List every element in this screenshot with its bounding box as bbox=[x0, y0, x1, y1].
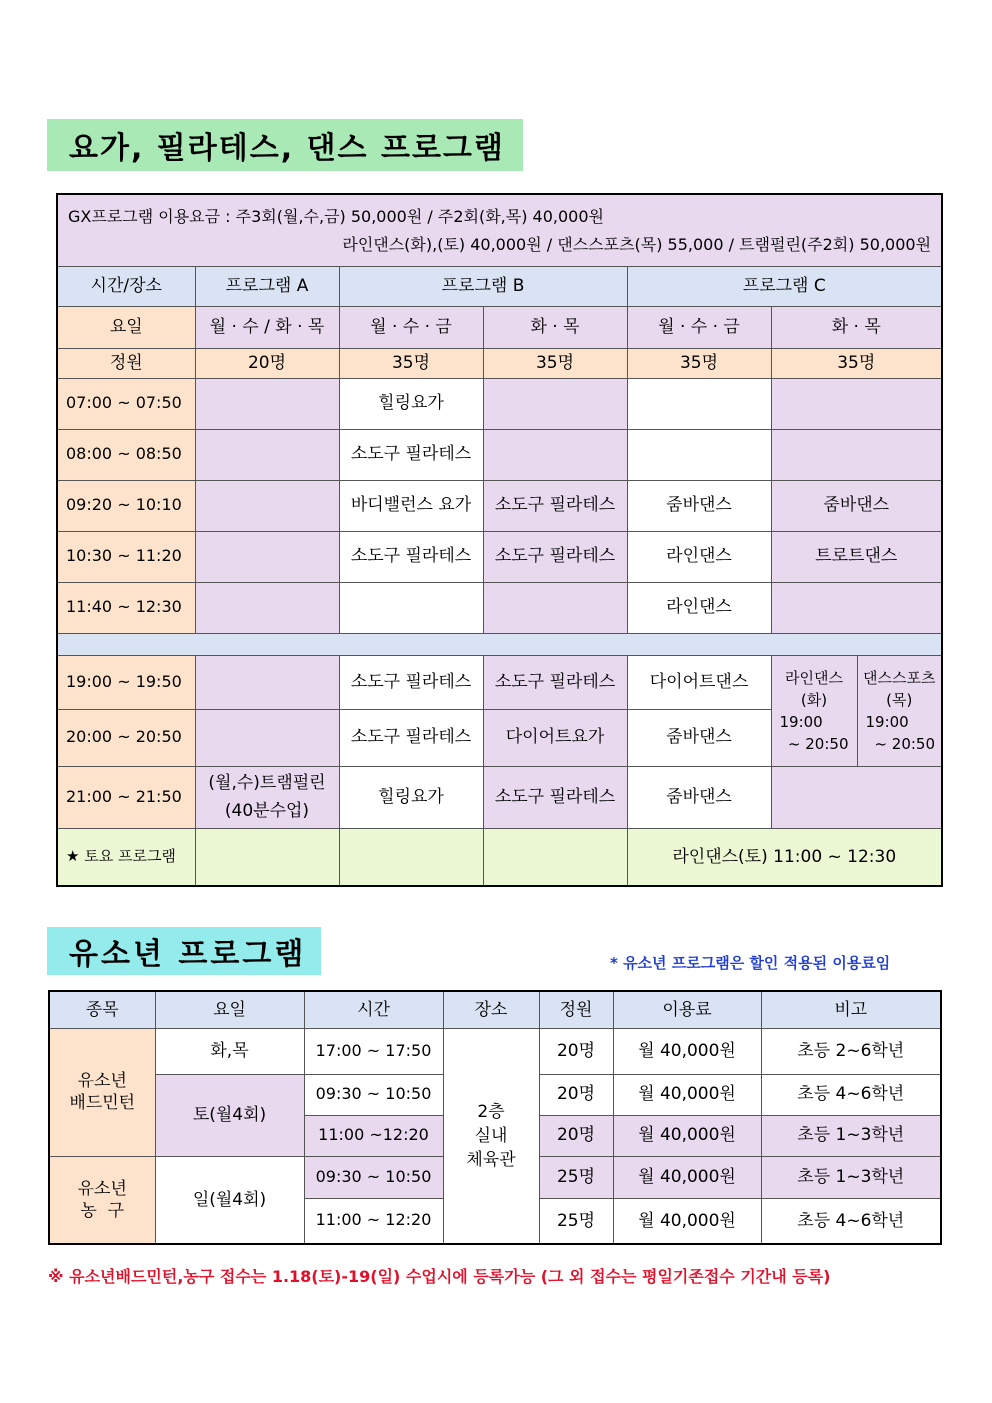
dance-sport-l4: ~ 20:50 bbox=[874, 734, 936, 753]
cell-b1: 소도구 필라테스 bbox=[339, 655, 483, 709]
cell-c2 bbox=[771, 582, 942, 633]
cell-b2 bbox=[483, 429, 627, 480]
row-time: 21:00 ~ 21:50 bbox=[57, 766, 195, 828]
days-b1: 월 · 수 · 금 bbox=[339, 306, 483, 348]
table-row bbox=[49, 1028, 941, 1074]
fee-cell: 월 40,000원 bbox=[613, 1074, 761, 1115]
time-cell: 09:30 ~ 10:50 bbox=[304, 1156, 443, 1198]
fee-cell: 월 40,000원 bbox=[613, 1115, 761, 1156]
days-b2: 화 · 목 bbox=[483, 306, 627, 348]
line-dance-l2: (화) bbox=[800, 690, 828, 709]
cell-b2: 소도구 필라테스 bbox=[483, 655, 627, 709]
cell-c1: 줌바댄스 bbox=[627, 766, 771, 828]
youth-discount-note: * 유소년 프로그램은 할인 적용된 이용료임 bbox=[610, 954, 891, 972]
gx-schedule-table bbox=[56, 193, 943, 887]
remark-cell: 초등 4~6학년 bbox=[761, 1074, 941, 1115]
divider-cell bbox=[57, 633, 942, 655]
header-day: 요일 bbox=[155, 991, 304, 1028]
dance-sport-l2: (목) bbox=[886, 690, 913, 709]
header-fee: 이용료 bbox=[613, 991, 761, 1028]
cell-a bbox=[195, 709, 339, 766]
trampoline-line-1: (월,수)트램펄린 bbox=[208, 773, 326, 793]
row-time: 11:40 ~ 12:30 bbox=[57, 582, 195, 633]
header-program-a: 프로그램 A bbox=[195, 266, 339, 306]
time-cell: 11:00 ~12:20 bbox=[304, 1115, 443, 1156]
cell-c2 bbox=[771, 766, 942, 828]
cell-b2: 소도구 필라테스 bbox=[483, 531, 627, 582]
row-time: 08:00 ~ 08:50 bbox=[57, 429, 195, 480]
cell-b2: 다이어트요가 bbox=[483, 709, 627, 766]
cell-b2: 소도구 필라테스 bbox=[483, 766, 627, 828]
capacity-cell: 25명 bbox=[539, 1156, 613, 1198]
cell-c2: 줌바댄스 bbox=[771, 480, 942, 531]
table-row bbox=[57, 429, 942, 480]
dance-sport-l3: 19:00 bbox=[865, 712, 909, 731]
section-title-gx: 요가, 필라테스, 댄스 프로그램 bbox=[47, 119, 523, 171]
days-label: 요일 bbox=[57, 306, 195, 348]
badminton-l1: 유소년 bbox=[77, 1070, 127, 1091]
table-row bbox=[57, 378, 942, 429]
capacity-cell: 25명 bbox=[539, 1198, 613, 1244]
remark-cell: 초등 1~3학년 bbox=[761, 1115, 941, 1156]
place-l3: 체육관 bbox=[466, 1149, 516, 1170]
cell-a bbox=[195, 531, 339, 582]
cell-c1: 라인댄스 bbox=[627, 531, 771, 582]
cell-b1: 소도구 필라테스 bbox=[339, 531, 483, 582]
saturday-a bbox=[195, 828, 339, 886]
cell-a bbox=[195, 480, 339, 531]
cell-c1 bbox=[627, 429, 771, 480]
row-time: 09:20 ~ 10:10 bbox=[57, 480, 195, 531]
basketball-label bbox=[49, 1156, 155, 1244]
dance-sport-l1: 댄스스포츠 bbox=[863, 668, 936, 687]
cell-c1 bbox=[627, 378, 771, 429]
cell-c2 bbox=[771, 378, 942, 429]
table-row bbox=[57, 480, 942, 531]
capacity-a: 20명 bbox=[195, 348, 339, 378]
youth-table bbox=[48, 990, 942, 1245]
header-program-b: 프로그램 B bbox=[339, 266, 627, 306]
fee-line-2: 라인댄스(화),(토) 40,000원 / 댄스스포츠(목) 55,000 / 트램펄린(주2회) 50,000원 bbox=[342, 235, 932, 255]
fee-cell: 월 40,000원 bbox=[613, 1028, 761, 1074]
saturday-b2 bbox=[483, 828, 627, 886]
row-time: 10:30 ~ 11:20 bbox=[57, 531, 195, 582]
cell-c1: 줌바댄스 bbox=[627, 709, 771, 766]
saturday-c: 라인댄스(토) 11:00 ~ 12:30 bbox=[627, 828, 942, 886]
badminton-l2: 배드민턴 bbox=[69, 1093, 136, 1113]
cell-c2: 트로트댄스 bbox=[771, 531, 942, 582]
trampoline-line-2: (40분수업) bbox=[224, 801, 310, 821]
header-time-place: 시간/장소 bbox=[57, 266, 195, 306]
saturday-b1 bbox=[339, 828, 483, 886]
cell-a bbox=[195, 378, 339, 429]
cell-b1: 소도구 필라테스 bbox=[339, 709, 483, 766]
table-row bbox=[57, 766, 942, 828]
cell-b1: 힐링요가 bbox=[339, 378, 483, 429]
time-cell: 11:00 ~ 12:20 bbox=[304, 1198, 443, 1244]
capacity-cell: 20명 bbox=[539, 1074, 613, 1115]
basketball-l1: 유소년 bbox=[77, 1178, 127, 1199]
cell-b2 bbox=[483, 378, 627, 429]
line-dance-cell bbox=[771, 655, 857, 766]
remark-cell: 초등 2~6학년 bbox=[761, 1028, 941, 1074]
fee-cell: 월 40,000원 bbox=[613, 1156, 761, 1198]
header-time: 시간 bbox=[304, 991, 443, 1028]
divider-row bbox=[57, 633, 942, 655]
header-sport: 종목 bbox=[49, 991, 155, 1028]
time-cell: 09:30 ~ 10:50 bbox=[304, 1074, 443, 1115]
line-dance-l1: 라인댄스 bbox=[785, 668, 843, 687]
cell-a bbox=[195, 582, 339, 633]
cell-b1 bbox=[339, 582, 483, 633]
capacity-c1: 35명 bbox=[627, 348, 771, 378]
days-a: 월 · 수 / 화 · 목 bbox=[195, 306, 339, 348]
fee-cell: 월 40,000원 bbox=[613, 1198, 761, 1244]
capacity-b1: 35명 bbox=[339, 348, 483, 378]
cell-c1: 다이어트댄스 bbox=[627, 655, 771, 709]
place-l1: 2층 bbox=[477, 1101, 505, 1122]
day-cell: 일(월4회) bbox=[155, 1156, 304, 1244]
basketball-l2: 농 구 bbox=[80, 1200, 125, 1221]
table-row bbox=[57, 655, 942, 709]
dance-sport-cell bbox=[857, 655, 942, 766]
place-cell bbox=[443, 1028, 539, 1244]
section-title-youth: 유소년 프로그램 bbox=[47, 927, 321, 975]
days-c1: 월 · 수 · 금 bbox=[627, 306, 771, 348]
remark-cell: 초등 1~3학년 bbox=[761, 1156, 941, 1198]
day-cell: 토(월4회) bbox=[155, 1074, 304, 1156]
saturday-row bbox=[57, 828, 942, 886]
place-l2: 실내 bbox=[474, 1125, 508, 1146]
badminton-label bbox=[49, 1028, 155, 1156]
capacity-c2: 35명 bbox=[771, 348, 942, 378]
cell-b1: 힐링요가 bbox=[339, 766, 483, 828]
header-place: 장소 bbox=[443, 991, 539, 1028]
capacity-cell: 20명 bbox=[539, 1115, 613, 1156]
day-cell: 화,목 bbox=[155, 1028, 304, 1074]
cell-b2 bbox=[483, 582, 627, 633]
cell-a bbox=[195, 429, 339, 480]
cell-c1: 줌바댄스 bbox=[627, 480, 771, 531]
capacity-cell: 20명 bbox=[539, 1028, 613, 1074]
row-time: 07:00 ~ 07:50 bbox=[57, 378, 195, 429]
cell-a bbox=[195, 766, 339, 828]
row-time: 20:00 ~ 20:50 bbox=[57, 709, 195, 766]
registration-notice: ※ 유소년배드민턴,농구 접수는 1.18(토)-19(일) 수업시에 등록가능 (그 외 접수는 평일기존접수 기간내 등록) bbox=[48, 1267, 831, 1286]
capacity-b2: 35명 bbox=[483, 348, 627, 378]
remark-cell: 초등 4~6학년 bbox=[761, 1198, 941, 1244]
header-capacity: 정원 bbox=[539, 991, 613, 1028]
time-cell: 17:00 ~ 17:50 bbox=[304, 1028, 443, 1074]
cell-b1: 바디밸런스 요가 bbox=[339, 480, 483, 531]
header-program-c: 프로그램 C bbox=[627, 266, 942, 306]
cell-b2: 소도구 필라테스 bbox=[483, 480, 627, 531]
fee-info bbox=[57, 194, 942, 266]
cell-c1: 라인댄스 bbox=[627, 582, 771, 633]
table-row bbox=[57, 582, 942, 633]
cell-b1: 소도구 필라테스 bbox=[339, 429, 483, 480]
cell-a bbox=[195, 655, 339, 709]
days-c2: 화 · 목 bbox=[771, 306, 942, 348]
table-row bbox=[57, 531, 942, 582]
line-dance-l3: 19:00 bbox=[779, 712, 823, 731]
line-dance-l4: ~ 20:50 bbox=[787, 734, 849, 753]
header-remark: 비고 bbox=[761, 991, 941, 1028]
cell-c2 bbox=[771, 429, 942, 480]
fee-line-1: GX프로그램 이용요금 : 주3회(월,수,금) 50,000원 / 주2회(화,목) 40,000원 bbox=[68, 207, 604, 227]
row-time: 19:00 ~ 19:50 bbox=[57, 655, 195, 709]
saturday-label: ★ 토요 프로그램 bbox=[57, 828, 195, 886]
capacity-label: 정원 bbox=[57, 348, 195, 378]
